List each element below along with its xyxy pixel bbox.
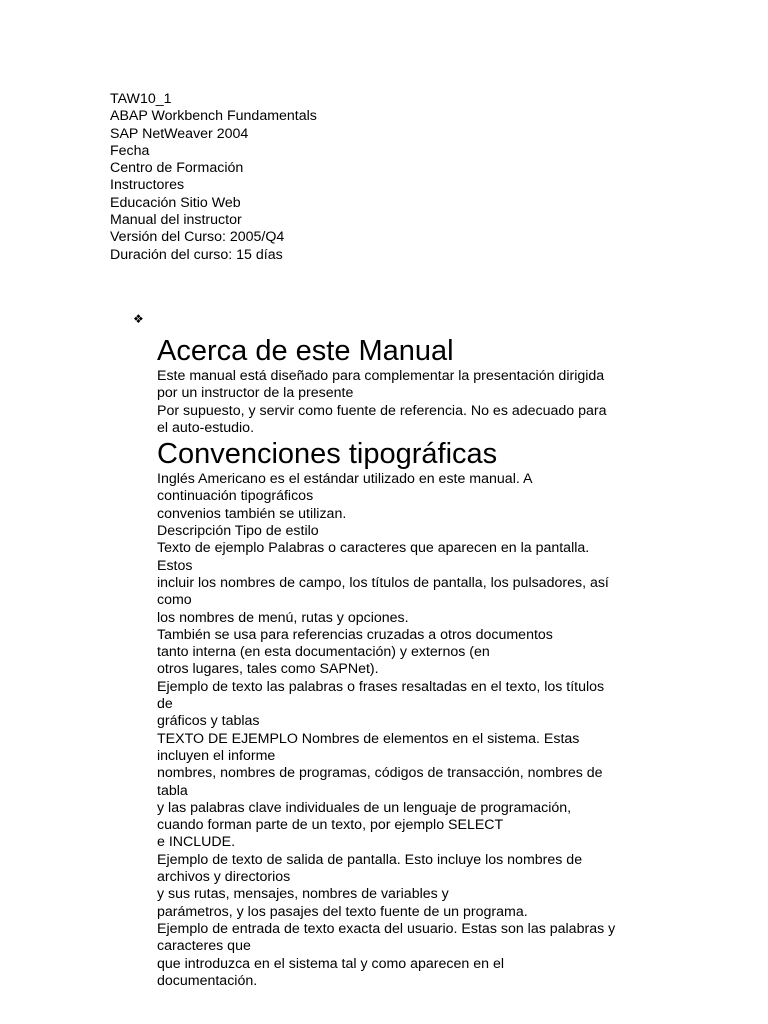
- about-line: el auto-estudio.: [157, 419, 255, 436]
- diamond-bullet-icon: ❖: [133, 312, 144, 326]
- conventions-line: documentación.: [157, 972, 258, 989]
- conventions-line: Ejemplo de texto las palabras o frases resaltadas en el texto, los títulos: [157, 678, 605, 695]
- conventions-line: tabla: [157, 782, 188, 799]
- conventions-line: Ejemplo de texto de salida de pantalla. Esto incluye los nombres de: [157, 851, 583, 868]
- conventions-line: los nombres de menú, rutas y opciones.: [157, 609, 409, 626]
- conventions-heading: Convenciones tipográficas: [157, 438, 498, 471]
- conventions-line: También se usa para referencias cruzadas a otros documentos: [157, 626, 553, 643]
- cover-info: [110, 91, 317, 264]
- cover-line: Instructores: [110, 177, 185, 194]
- conventions-line: parámetros, y los pasajes del texto fuente de un programa.: [157, 903, 528, 920]
- about-heading: Acerca de este Manual: [157, 335, 454, 367]
- manual-content: [157, 334, 677, 990]
- cover-line: Manual del instructor: [110, 212, 242, 229]
- conventions-line: archivos y directorios: [157, 869, 291, 886]
- conventions-line: Estos: [157, 557, 193, 574]
- conventions-line: incluir los nombres de campo, los títulos de pantalla, los pulsadores, así: [157, 574, 609, 591]
- conventions-line: nombres, nombres de programas, códigos de transacción, nombres de: [157, 765, 603, 782]
- conventions-line: Descripción Tipo de estilo: [157, 523, 319, 540]
- conventions-line: tanto interna (en esta documentación) y externos (en: [157, 644, 490, 661]
- cover-line: SAP NetWeaver 2004: [110, 125, 249, 142]
- conventions-line: Inglés Americano es el estándar utilizado en este manual. A: [157, 471, 533, 488]
- conventions-line: gráficos y tablas: [157, 713, 260, 730]
- cover-line: Educación Sitio Web: [110, 194, 241, 211]
- about-line: Por supuesto, y servir como fuente de referencia. No es adecuado para: [157, 402, 607, 419]
- cover-line: TAW10_1: [110, 91, 172, 107]
- cover-line: Duración del curso: 15 días: [110, 246, 283, 263]
- conventions-line: que introduzca en el sistema tal y como aparecen en el: [157, 955, 505, 972]
- conventions-line: e INCLUDE.: [157, 834, 236, 851]
- conventions-line: otros lugares, tales como SAPNet).: [157, 661, 379, 678]
- conventions-line: cuando forman parte de un texto, por ejemplo SELECT: [157, 817, 504, 834]
- conventions-line: caracteres que: [157, 938, 251, 955]
- conventions-line: de: [157, 696, 173, 713]
- cover-line: Fecha: [110, 142, 150, 159]
- cover-line: ABAP Workbench Fundamentals: [110, 108, 317, 125]
- cover-line: Versión del Curso: 2005/Q4: [110, 229, 285, 246]
- conventions-line: Texto de ejemplo Palabras o caracteres que aparecen en la pantalla.: [157, 540, 590, 557]
- conventions-line: como: [157, 592, 192, 609]
- conventions-line: TEXTO DE EJEMPLO Nombres de elementos en el sistema. Estas: [157, 730, 580, 747]
- about-line: Este manual está diseñado para complementar la presentación dirigida: [157, 368, 605, 384]
- conventions-line: y las palabras clave individuales de un lenguaje de programación,: [157, 799, 572, 816]
- conventions-line: convenios también se utilizan.: [157, 505, 347, 522]
- cover-line: Centro de Formación: [110, 160, 244, 177]
- conventions-line: Ejemplo de entrada de texto exacta del usuario. Estas son las palabras y: [157, 920, 616, 937]
- conventions-line: y sus rutas, mensajes, nombres de variables y: [157, 886, 449, 903]
- conventions-line: incluyen el informe: [157, 747, 276, 764]
- about-line: por un instructor de la presente: [157, 385, 354, 402]
- conventions-line: continuación tipográficos: [157, 488, 314, 505]
